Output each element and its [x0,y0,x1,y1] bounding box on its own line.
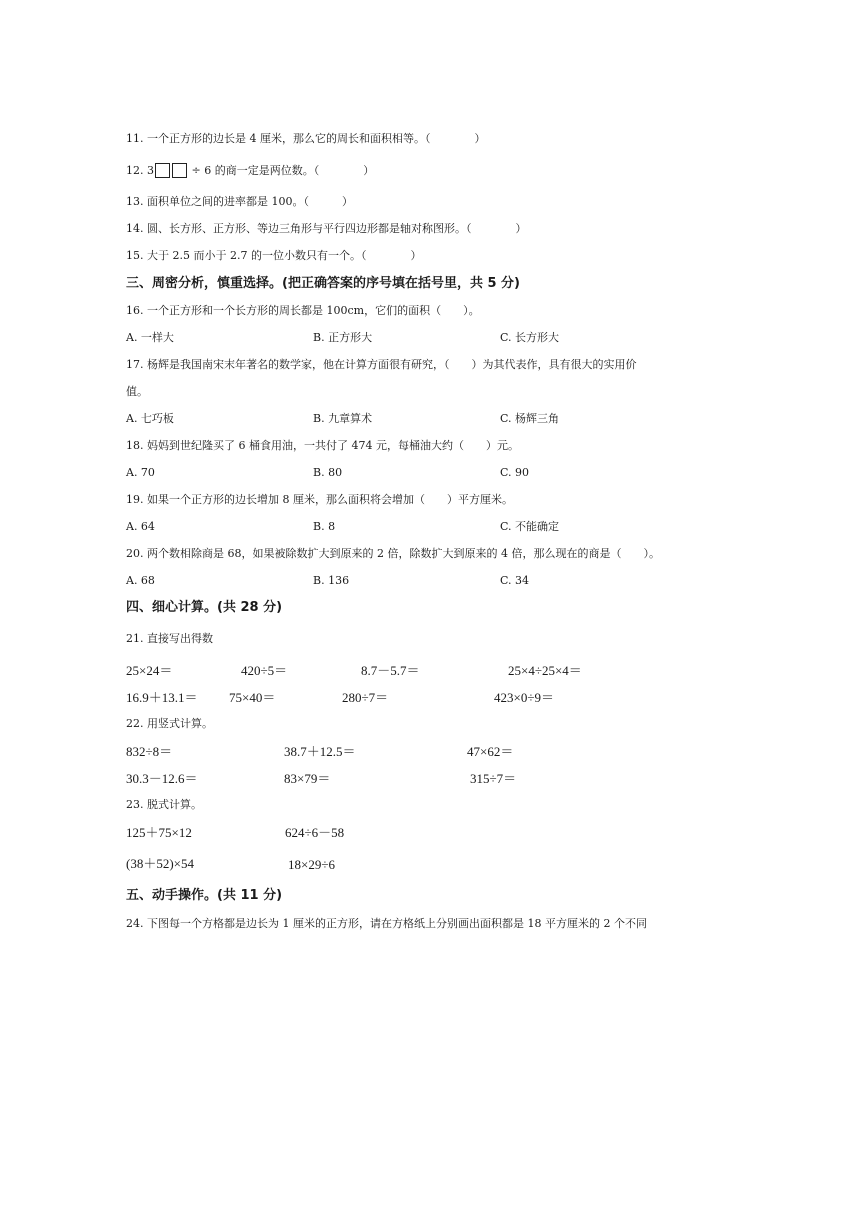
calc-item: 25×4÷25×4＝ [508,663,582,678]
question-20-stem: 20. 两个数相除商是 68，如果被除数扩大到原来的 2 倍，除数扩大到原来的 4 倍，那么现在的商是（ ）。 [126,547,660,560]
question-18-option-a: A. 70 [126,466,155,479]
calc-item: 16.9＋13.1＝ [126,690,198,705]
question-20-option-c: C. 34 [500,574,530,587]
calc-item: 280÷7＝ [342,690,389,705]
question-24-stem: 24. 下图每一个方格都是边长为 1 厘米的正方形，请在方格纸上分别画出面积都是 18 平方厘米的 2 个不同 [126,917,647,930]
calc-item: 624÷6－58 [285,825,345,840]
question-12 [126,163,374,178]
question-19-option-b: B. 8 [313,520,336,533]
question-12-prefix: 12. 3 [126,164,154,177]
question-16-stem: 16. 一个正方形和一个长方形的周长都是 100cm，它们的面积（ ）。 [126,304,480,317]
question-19-option-c: C. 不能确定 [500,520,560,533]
question-17-option-a: A. 七巧板 [126,412,174,425]
question-20-option-b: B. 136 [313,574,350,587]
question-18-option-c: C. 90 [500,466,530,479]
question-13: 13. 面积单位之间的进率都是 100。（ ） [126,195,353,208]
question-17-stem-cont: 值。 [126,385,148,398]
question-21-stem: 21. 直接写出得数 [126,632,213,645]
question-18-stem: 18. 妈妈到世纪隆买了 6 桶食用油，一共付了 474 元，每桶油大约（ ）元。 [126,439,519,452]
question-18-option-b: B. 80 [313,466,343,479]
question-17-stem: 17. 杨辉是我国南宋末年著名的数学家，他在计算方面很有研究，（ ）为其代表作，具有很大的实用价 [126,358,637,371]
question-17-option-b: B. 九章算术 [313,412,373,425]
question-20-option-a: A. 68 [126,574,155,587]
question-14: 14. 圆、长方形、正方形、等边三角形与平行四边形都是轴对称图形。（ ） [126,222,527,235]
question-23-stem: 23. 脱式计算。 [126,798,202,811]
section-5-title: 五、动手操作。(共 11 分) [126,888,283,903]
calc-item: (38＋52)×54 [126,856,194,871]
section-3-title: 三、周密分析，慎重选择。(把正确答案的序号填在括号里，共 5 分) [126,276,520,291]
calc-item: 38.7＋12.5＝ [284,744,356,759]
calc-item: 315÷7＝ [470,771,517,786]
calc-item: 832÷8＝ [126,744,173,759]
calc-item: 25×24＝ [126,663,173,678]
question-16-option-b: B. 正方形大 [313,331,373,344]
question-12-suffix: ÷ 6 的商一定是两位数。（ ） [191,164,375,177]
question-22-stem: 22. 用竖式计算。 [126,717,213,730]
question-16-option-c: C. 长方形大 [500,331,560,344]
calc-item: 423×0÷9＝ [494,690,554,705]
question-15: 15. 大于 2.5 而小于 2.7 的一位小数只有一个。（ ） [126,249,422,262]
calc-item: 75×40＝ [229,690,276,705]
calc-item: 125＋75×12 [126,825,192,840]
blank-box [155,163,170,178]
question-11: 11. 一个正方形的边长是 4 厘米，那么它的周长和面积相等。（ ） [126,132,486,145]
calc-item: 18×29÷6 [288,857,335,872]
calc-item: 420÷5＝ [241,663,288,678]
calc-item: 8.7－5.7＝ [361,663,420,678]
question-19-stem: 19. 如果一个正方形的边长增加 8 厘米，那么面积将会增加（ ）平方厘米。 [126,493,513,506]
question-16-option-a: A. 一样大 [126,331,174,344]
question-19-option-a: A. 64 [126,520,155,533]
calc-item: 47×62＝ [467,744,514,759]
section-4-title: 四、细心计算。(共 28 分) [126,600,283,615]
calc-item: 83×79＝ [284,771,331,786]
question-17-option-c: C. 杨辉三角 [500,412,560,425]
calc-item: 30.3－12.6＝ [126,771,198,786]
blank-box [172,163,187,178]
